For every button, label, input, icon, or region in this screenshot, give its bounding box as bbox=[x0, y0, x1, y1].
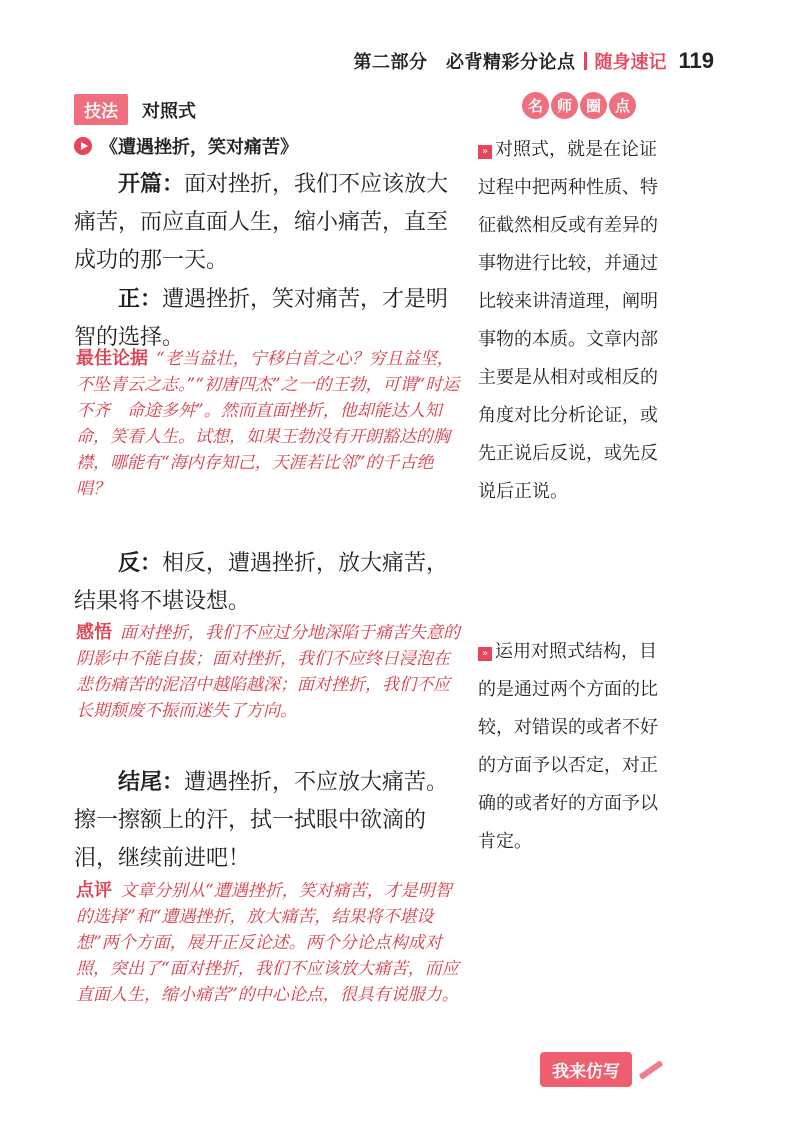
mingshi-char: 圈 bbox=[580, 92, 607, 119]
ganwu-block bbox=[76, 620, 466, 724]
kaipian-label: 开篇： bbox=[118, 172, 185, 197]
double-arrow-icon: » bbox=[478, 145, 492, 159]
mingshi-char: 名 bbox=[522, 92, 549, 119]
fan-paragraph bbox=[74, 545, 464, 621]
technique-name: 对照式 bbox=[142, 100, 196, 122]
kaipian-text: 面对挫折，我们不应该放大痛苦，而应直面人生，缩小痛苦，直至成功的那一天。 bbox=[74, 172, 449, 273]
ganwu-text: 面对挫折，我们不应过分地深陷于痛苦失意的阴影中不能自拔；面对挫折，我们不应终日浸泡在悲伤痛苦的泥沼中越陷越深；面对挫折，我们不应长期颓废不振而迷失了方向。 bbox=[76, 623, 460, 721]
lunju-block bbox=[76, 346, 466, 502]
fangxie-badge bbox=[540, 1052, 664, 1087]
play-icon bbox=[74, 137, 92, 155]
zheng-text: 遭遇挫折，笑对痛苦，才是明智的选择。 bbox=[74, 287, 449, 350]
essay-title bbox=[74, 133, 298, 159]
technique-badge: 技法 bbox=[74, 94, 128, 125]
zheng-label: 正： bbox=[118, 287, 163, 312]
lunju-text: “老当益壮，宁移白首之心？穷且益坚，不坠青云之志。”“初唐四杰”之一的王勃，可谓“时运不齐 命途多舛”。然而直面挫折，他却能达人知命，笑看人生。试想，如果王勃没有开朗豁达的胸襟，哪能有“海内存知己，天涯若比邻”的千古绝唱？ bbox=[76, 349, 460, 499]
pen-icon bbox=[639, 1060, 664, 1080]
section-tag: 随身速记 bbox=[594, 52, 667, 73]
page-header bbox=[354, 48, 715, 74]
kaipian-paragraph bbox=[74, 166, 464, 280]
jiewei-text: 遭遇挫折，不应放大痛苦。擦一擦额上的汗，拭一拭眼中欲滴的泪，继续前进吧！ bbox=[74, 770, 449, 871]
lunju-label: 最佳论据 bbox=[76, 348, 148, 369]
mingshi-char: 点 bbox=[609, 92, 636, 119]
jiewei-paragraph bbox=[74, 764, 464, 878]
essay-title-text: 《遭遇挫折，笑对痛苦》 bbox=[100, 137, 298, 158]
jiewei-label: 结尾： bbox=[118, 770, 185, 795]
dianping-label: 点评 bbox=[76, 880, 112, 901]
side-note-2-text: 运用对照式结构，目的是通过两个方面的比较，对错误的或者不好的方面予以否定，对正确的或者好的方面予以肯定。 bbox=[478, 641, 658, 852]
dianping-text: 文章分别从“遭遇挫折，笑对痛苦，才是明智的选择”和“遭遇挫折，放大痛苦，结果将不堪设想”两个方面，展开正反论述。两个分论点构成对照，突出了“面对挫折，我们不应该放大痛苦，而应直面人生，缩小痛苦”的中心论点，很具有说服力。 bbox=[76, 881, 459, 1005]
mingshi-quandian-badge bbox=[522, 92, 636, 119]
ganwu-label: 感悟 bbox=[76, 622, 112, 643]
fangxie-label: 我来仿写 bbox=[540, 1052, 632, 1087]
header-divider bbox=[584, 52, 587, 70]
double-arrow-icon: » bbox=[478, 647, 492, 661]
side-note-1-text: 对照式，就是在论证过程中把两种性质、特征截然相反或有差异的事物进行比较，并通过比较来讲清道理，阐明事物的本质。文章内部主要是从相对或相反的角度对比分析论证，或先正说后反说，或先反说后正说。 bbox=[478, 139, 658, 502]
fan-label: 反： bbox=[118, 551, 163, 576]
fan-text: 相反，遭遇挫折，放大痛苦，结果将不堪设想。 bbox=[74, 551, 449, 614]
side-note-1 bbox=[478, 131, 674, 511]
page-number: 119 bbox=[678, 48, 714, 73]
mingshi-char: 师 bbox=[551, 92, 578, 119]
technique-heading bbox=[74, 94, 196, 125]
section-title: 第二部分 必背精彩分论点 bbox=[353, 52, 576, 73]
dianping-block bbox=[76, 878, 466, 1008]
side-note-2 bbox=[478, 633, 674, 861]
